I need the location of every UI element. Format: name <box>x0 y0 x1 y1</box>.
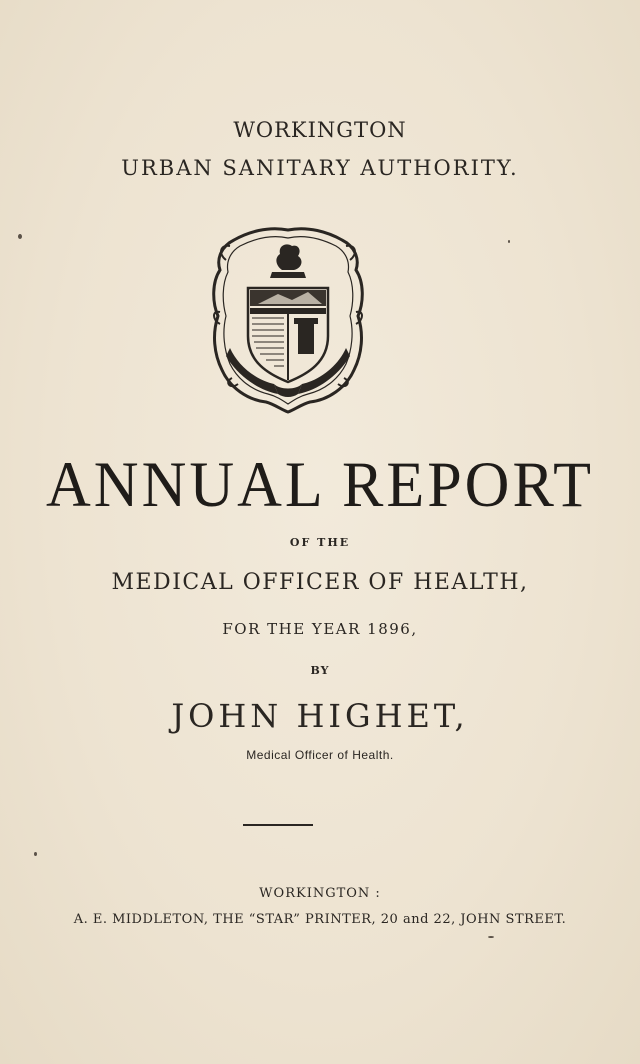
of-the-label: OF THE <box>289 536 351 549</box>
ink-speck <box>18 234 22 239</box>
ink-speck <box>34 852 37 856</box>
report-subject: MEDICAL OFFICER OF HEALTH, <box>111 570 529 595</box>
imprint-place: WORKINGTON : <box>259 886 381 901</box>
coat-of-arms-icon <box>208 224 368 414</box>
report-title: ANNUAL REPORT <box>46 449 594 521</box>
author-name: JOHN HIGHET, <box>171 697 469 735</box>
ink-speck <box>488 936 494 938</box>
authority-name: URBAN SANITARY AUTHORITY. <box>121 156 519 180</box>
by-label: BY <box>310 664 330 677</box>
divider-rule <box>243 824 313 826</box>
imprint-printer: A. E. MIDDLETON, THE “STAR” PRINTER, 20 and 22, JOHN STREET. <box>73 912 567 927</box>
author-role: Medical Officer of Health. <box>246 748 394 762</box>
report-year: FOR THE YEAR 1896, <box>222 620 418 638</box>
authority-town: WORKINGTON <box>233 118 407 142</box>
ink-speck <box>508 240 510 243</box>
